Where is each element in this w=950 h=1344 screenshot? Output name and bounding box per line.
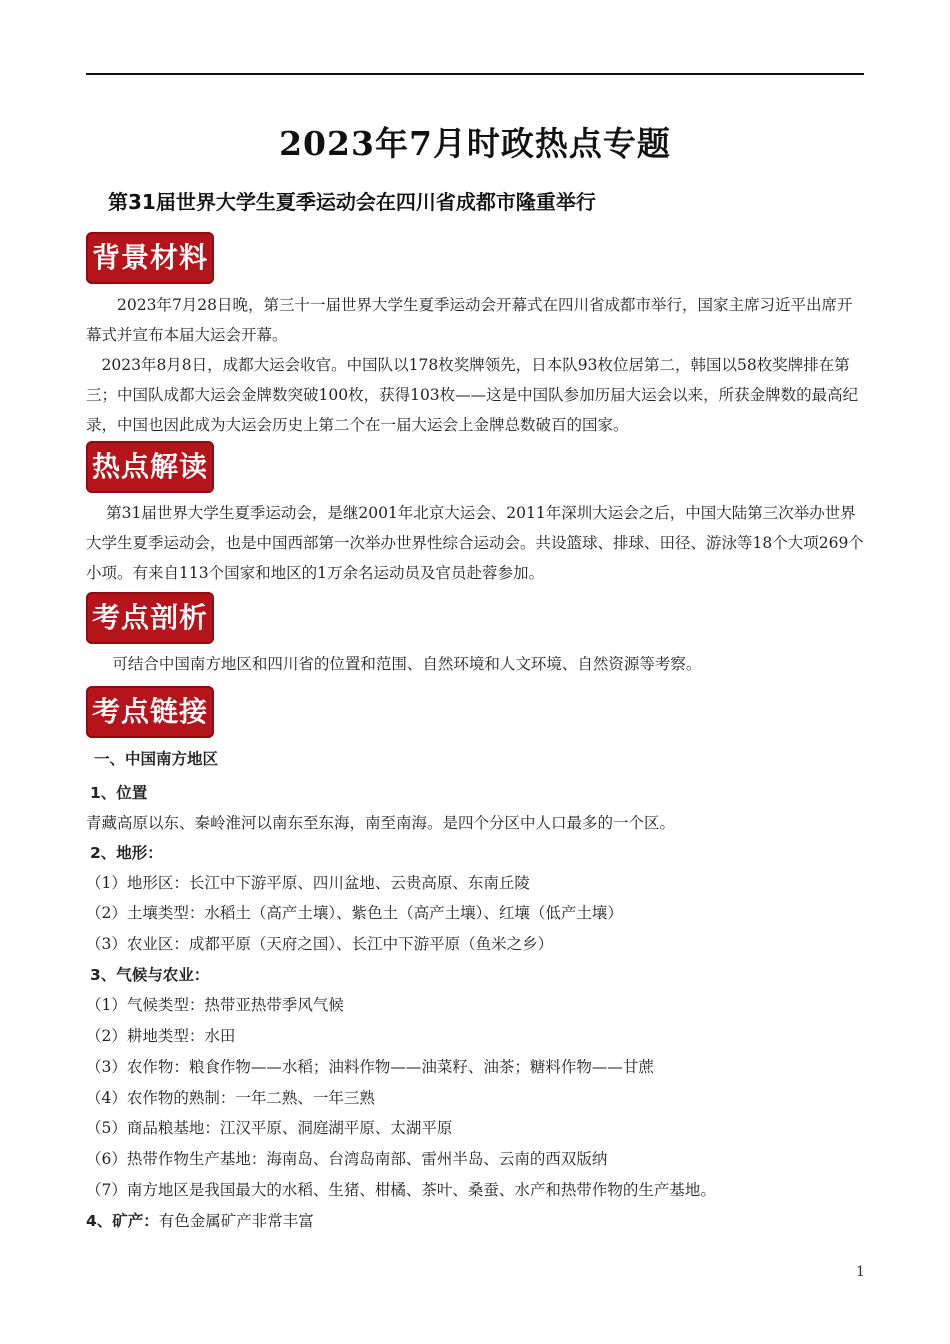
background-paragraph-1: 2023年7月28日晚，第三十一届世界大学生夏季运动会开幕式在四川省成都市举行，国家主席习近平出席开幕式并宣布本届大运会开幕。 [86,296,853,344]
page-number: 1 [856,1264,865,1280]
location-title: 1、位置 [90,784,148,802]
terrain-item-3: （3）农业区：成都平原（天府之国）、长江中下游平原（鱼米之乡） [86,935,554,953]
climate-item-3: （3）农作物：粮食作物——水稻；油料作物——油菜籽、油茶；糖料作物——甘蔗 [86,1058,654,1076]
climate-item-6: （6）热带作物生产基地：海南岛、台湾岛南部、雷州半岛、云南的西双版纳 [86,1150,608,1168]
mineral-title: 4、矿产： [86,1212,159,1230]
badge-exam: 考点剖析 [86,592,214,644]
terrain-title: 2、地形： [90,844,163,862]
climate-title: 3、气候与农业： [90,966,210,984]
climate-item-4: （4）农作物的熟制：一年二熟、一年三熟 [86,1089,375,1107]
page-title: 2023年7月时政热点专题 [279,124,671,163]
terrain-item-2: （2）土壤类型：水稻土（高产土壤）、紫色土（高产土壤）、红壤（低产土壤） [86,904,623,922]
climate-item-5: （5）商品粮基地：江汉平原、洞庭湖平原、太湖平原 [86,1119,453,1137]
mineral-line [86,1209,314,1233]
header-rule [86,73,864,75]
climate-item-1: （1）气候类型：热带亚热带季风气候 [86,996,344,1014]
climate-item-7: （7）南方地区是我国最大的水稻、生猪、柑橘、茶叶、桑蚕、水产和热带作物的生产基地。 [86,1181,716,1199]
badge-background: 背景材料 [86,232,214,284]
badge-links: 考点链接 [86,686,214,738]
mineral-text: 有色金属矿产非常丰富 [158,1212,314,1230]
location-text: 青藏高原以东、秦岭淮河以南东至东海，南至南海。是四个分区中人口最多的一个区。 [86,814,676,832]
exam-paragraph: 可结合中国南方地区和四川省的位置和范围、自然环境和人文环境、自然资源等考察。 [112,655,702,673]
climate-item-2: （2）耕地类型：水田 [86,1027,236,1045]
background-paragraph-2: 2023年8月8日，成都大运会收官。中国队以178枚奖牌领先，日本队93枚位居第二，韩国以58枚奖牌排在第三；中国队成都大运会金牌数突破100枚，获得103枚——这是中国队参加历届大运会以来，所获金牌数的最高纪录，中国也因此成为大运会历史上第二个在一届大运会上金牌总数破百的国家。 [86,356,859,434]
analysis-paragraph: 第31届世界大学生夏季运动会，是继2001年北京大运会、2011年深圳大运会之后，中国大陆第三次举办世界大学生夏季运动会，也是中国西部第一次举办世界性综合运动会。共设篮球、排球、田径、游泳等18个大项269个小项。有来自113个国家和地区的1万余名运动员及官员赴蓉参加。 [86,504,864,582]
badge-analysis: 热点解读 [86,441,214,493]
page-subtitle: 第31届世界大学生夏季运动会在四川省成都市隆重举行 [108,190,596,214]
terrain-item-1: （1）地形区：长江中下游平原、四川盆地、云贵高原、东南丘陵 [86,874,530,892]
section-heading-south: 一、中国南方地区 [94,750,219,768]
